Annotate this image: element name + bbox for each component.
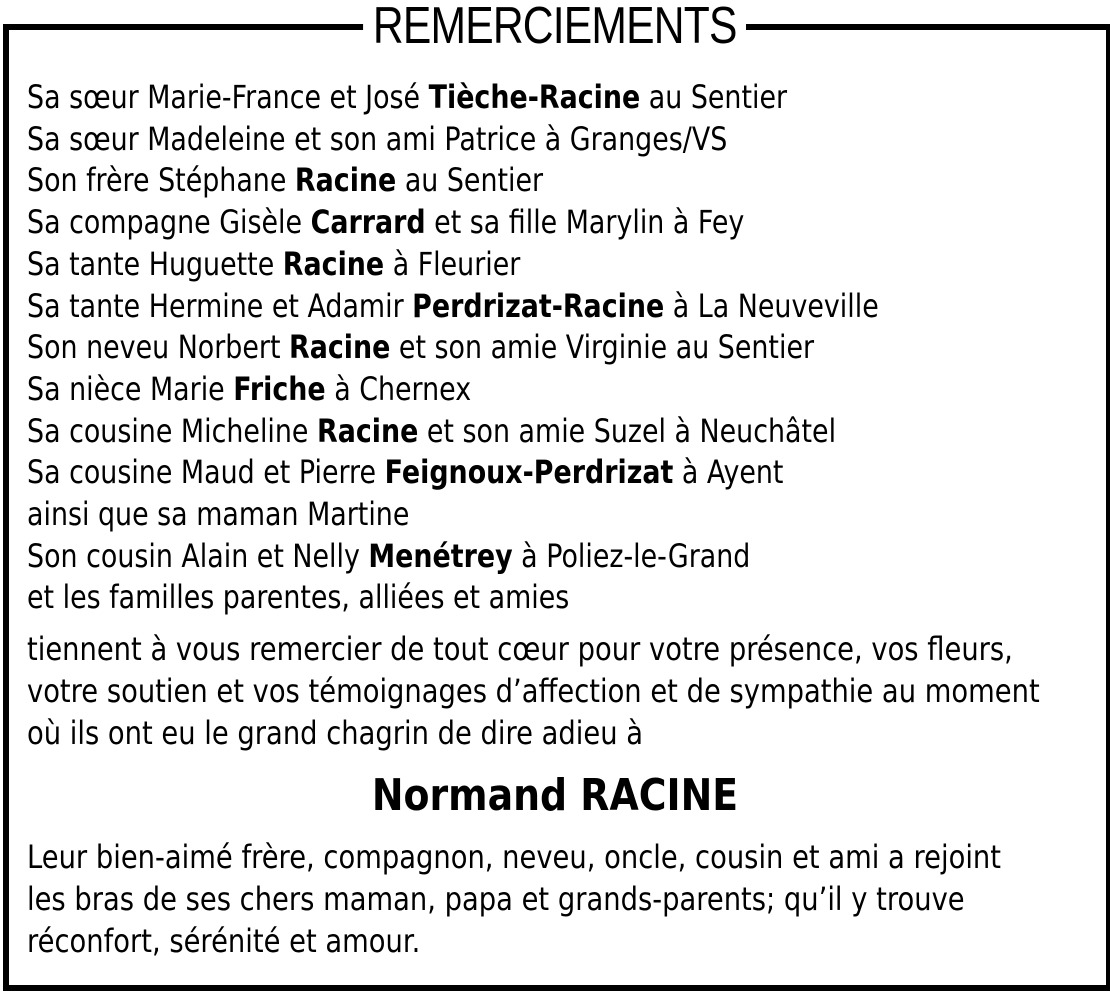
thanks-paragraph — [27, 628, 1087, 754]
family-line: Sa nièce Marie Friche à Chernex — [27, 369, 472, 408]
family-line: Sa cousine Micheline Racine et son amie Suzel à Neuchâtel — [27, 411, 837, 450]
title-wrap — [0, 0, 1110, 55]
family-line: Sa tante Huguette Racine à Fleurier — [27, 244, 521, 283]
thanks-line: votre soutien et vos témoignages d’affection et de sympathie au moment — [27, 672, 1040, 710]
family-line: et les familles parentes, alliées et amies — [27, 578, 570, 617]
deceased-name: Normand RACINE — [371, 770, 739, 821]
thanks-line: où ils ont eu le grand chagrin de dire adieu à — [27, 714, 644, 752]
family-line: Sa sœur Marie-France et José Tièche-Racine au Sentier — [27, 78, 788, 116]
closing-paragraph — [27, 836, 1087, 962]
family-line: Sa sœur Madeleine et son ami Patrice à Granges/VS — [27, 119, 728, 158]
family-name-bold: Carrard — [310, 203, 426, 242]
family-name-bold: Menétrey — [368, 536, 513, 575]
family-line: Son neveu Norbert Racine et son amie Virginie au Sentier — [27, 328, 815, 367]
family-line: Sa cousine Maud et Pierre Feignoux-Perdrizat à Ayent — [27, 453, 784, 492]
notice-title: REMERCIEMENTS — [363, 0, 746, 55]
family-name-bold: Racine — [316, 411, 419, 450]
family-line: Son cousin Alain et Nelly Menétrey à Poliez-le-Grand — [27, 536, 751, 575]
family-line: Sa tante Hermine et Adamir Perdrizat-Racine à La Neuveville — [27, 286, 879, 325]
family-name-bold: Racine — [282, 244, 385, 283]
family-line: ainsi que sa maman Martine — [27, 495, 410, 534]
family-name-bold: Perdrizat-Racine — [412, 286, 665, 325]
closing-line: les bras de ses chers maman, papa et grands-parents; qu’il y trouve — [27, 880, 965, 918]
family-name-bold: Friche — [233, 369, 326, 408]
family-name-bold: Racine — [289, 328, 391, 367]
thanks-line: tiennent à vous remercier de tout cœur pour votre présence, vos fleurs, — [27, 630, 1013, 668]
family-name-bold: Racine — [294, 161, 397, 200]
family-name-bold: Feignoux-Perdrizat — [384, 453, 674, 492]
family-line: Son frère Stéphane Racine au Sentier — [27, 161, 544, 200]
family-name-bold: Tièche-Racine — [428, 78, 641, 116]
family-list — [27, 77, 1087, 619]
closing-line: Leur bien-aimé frère, compagnon, neveu, oncle, cousin et ami a rejoint — [27, 838, 1002, 876]
family-line: Sa compagne Gisèle Carrard et sa fille Marylin à Fey — [27, 203, 745, 242]
closing-line: réconfort, sérénité et amour. — [27, 922, 421, 960]
